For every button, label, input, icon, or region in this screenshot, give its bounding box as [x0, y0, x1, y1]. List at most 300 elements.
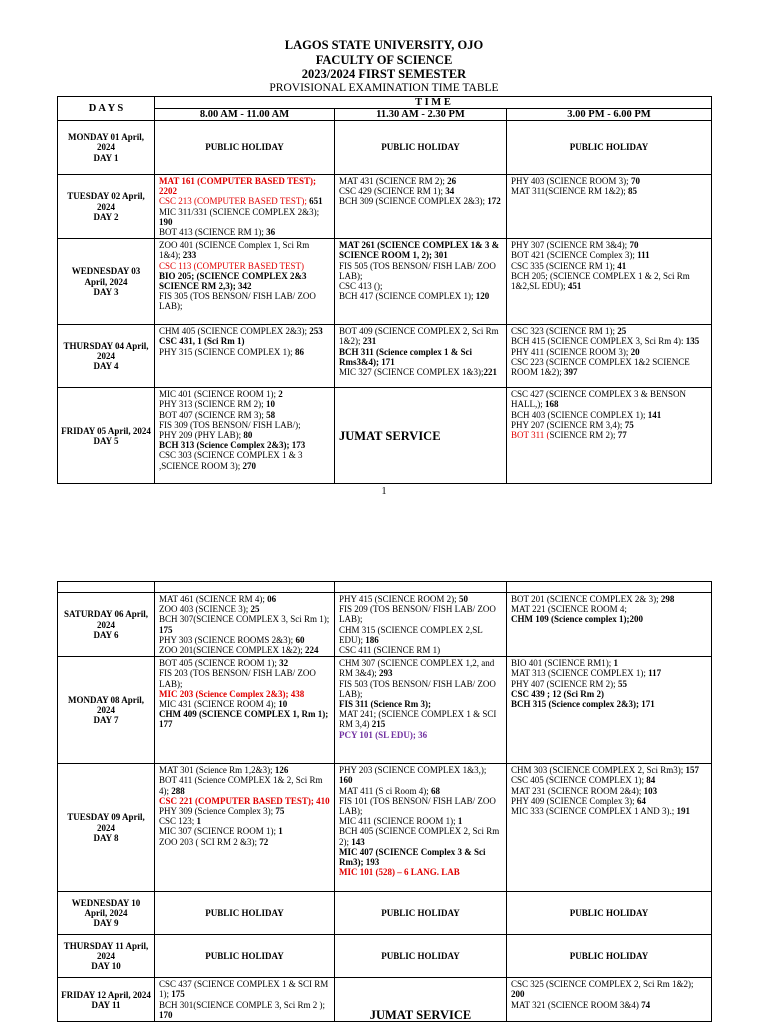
exam-course: CSC 325 (SCIENCE COMPLEX 2, Sci Rm 1&2); [511, 979, 694, 990]
exam-candidate-count: 120 [475, 291, 490, 302]
public-holiday-cell: PUBLIC HOLIDAY [507, 892, 712, 935]
exam-candidate-count: 293 [379, 668, 393, 679]
exam-course: MAT 311(SCIENCE RM 1&2); [511, 186, 629, 197]
day-label: WEDNESDAY 10 April, 2024 [71, 897, 141, 919]
exam-course: CSC 439 ; 12 (Sci Rm 2) [511, 688, 604, 699]
exam-candidate-count: 221 [483, 367, 498, 378]
exam-slot-cell [507, 593, 712, 657]
exam-entry [159, 227, 330, 237]
exam-candidate-count: 70 [629, 240, 639, 251]
exam-course: PHY 307 (SCIENCE RM 3&4); [511, 240, 630, 251]
exam-entry [159, 207, 330, 227]
exam-candidate-count: 175 [171, 989, 185, 1000]
exam-candidate-count: 301 [434, 250, 448, 261]
exam-course: MAT 231 (SCIENCE ROOM 2&4); [511, 785, 644, 796]
exam-entry [511, 347, 707, 357]
exam-entry [339, 699, 502, 709]
exam-candidate-count: 253 [309, 326, 323, 337]
exam-course: MIC 101 (528) – 6 LANG. LAB [339, 867, 460, 878]
exam-course: FIS 505 (TOS BENSON/ FISH LAB/ ZOO LAB); [339, 260, 496, 281]
exam-entry [159, 604, 330, 614]
exam-entry [511, 186, 707, 196]
exam-course: PHY 303 (SCIENCE ROOMS 2&3); [159, 634, 296, 645]
exam-entry [339, 176, 502, 186]
exam-course: CSC 429 (SCIENCE RM 1); [339, 186, 446, 197]
day-cell [58, 978, 155, 1022]
exam-entry [159, 440, 330, 450]
exam-slot-cell [335, 325, 507, 388]
jumat-service-cell: JUMAT SERVICE [335, 388, 507, 484]
blank-header-cell [507, 582, 712, 593]
exam-slot-cell [155, 175, 335, 239]
public-holiday-cell: PUBLIC HOLIDAY [155, 121, 335, 175]
exam-course: BCH 417 (SCIENCE COMPLEX 1); [339, 291, 476, 302]
exam-entry [511, 658, 707, 668]
day-label: DAY 9 [93, 918, 119, 929]
exam-slot-cell [335, 239, 507, 325]
exam-candidate-count: 36 [266, 227, 276, 238]
exam-candidate-count: 126 [274, 765, 289, 776]
exam-slot-cell [507, 978, 712, 1022]
day-cell [58, 325, 155, 388]
exam-slot-cell [507, 175, 712, 239]
exam-course: ZOO 403 (SCIENCE 3); [159, 604, 251, 615]
exam-candidate-count: 41 [617, 260, 627, 271]
exam-course: PHY 209 (PHY LAB); [159, 430, 244, 441]
exam-candidate-count: 77 [617, 430, 627, 441]
day-label: FRIDAY 12 April, 2024 [61, 989, 151, 1000]
exam-entry [339, 347, 502, 367]
exam-candidate-count: 58 [266, 409, 276, 420]
exam-course: MIC 327 (SCIENCE COMPLEX 1&3); [339, 367, 484, 378]
exam-entry [159, 837, 330, 847]
exam-course: BOT 407 (SCIENCE RM 3); [159, 409, 267, 420]
semester-label: 2023/2024 FIRST SEMESTER [301, 67, 467, 81]
exam-entry [159, 826, 330, 836]
exam-course: BIO 205; (SCIENCE COMPLEX 2&3 SCIENCE RM 2,3); [159, 270, 307, 292]
exam-course: MAT 161 (COMPUTER BASED TEST); 2202 [159, 176, 317, 197]
exam-course: ZOO 201(SCIENCE COMPLEX 1&2); [159, 645, 305, 656]
exam-course: MAT 301 (Science Rm 1,2&3); [159, 765, 275, 776]
exam-course: CHM 315 (SCIENCE COMPLEX 2,SL EDU); [339, 624, 483, 645]
exam-slot-cell [155, 764, 335, 892]
time-header: T I M E [155, 97, 712, 109]
exam-entry [511, 357, 707, 377]
exam-entry [339, 240, 502, 260]
exam-course: ZOO 203 ( SCI RM 2 &3); [159, 836, 260, 847]
exam-course: CSC 411 (SCIENCE RM 1) [339, 645, 441, 656]
day-label: DAY 2 [93, 211, 119, 222]
exam-slot-cell [335, 593, 507, 657]
exam-candidate-count: 55 [617, 678, 627, 689]
day-label: WEDNESDAY 03 April, 2024 [71, 266, 141, 287]
exam-course: CSC 437 (SCIENCE COMPLEX 1 & SCI RM 1); [159, 979, 329, 1000]
exam-course: MAT 461 (SCIENCE RM 4); [159, 594, 268, 604]
university-name: LAGOS STATE UNIVERSITY, OJO [284, 38, 484, 52]
exam-entry [511, 176, 707, 186]
exam-candidate-count: 10 [278, 699, 288, 710]
exam-entry [511, 430, 707, 440]
public-holiday-cell: PUBLIC HOLIDAY [335, 935, 507, 978]
exam-candidate-count: 231 [362, 336, 377, 347]
exam-entry [159, 430, 330, 440]
exam-entry [339, 196, 502, 206]
public-holiday-cell: PUBLIC HOLIDAY [155, 892, 335, 935]
exam-course: CSC 427 (SCIENCE COMPLEX 3 & BENSON HALL,); [511, 389, 687, 410]
day-label: MONDAY 01 April, 2024 [67, 132, 145, 153]
exam-course: MAT 431 (SCIENCE RM 2); [339, 176, 448, 186]
day-label: DAY 1 [93, 152, 119, 163]
exam-course: BOT 405 (SCIENCE ROOM 1); [159, 658, 280, 669]
exam-course: BCH 301(SCIENCE COMPLE 3, Sci Rm 2 ); [159, 999, 326, 1010]
exam-candidate-count: 135 [685, 336, 700, 347]
exam-entry [159, 635, 330, 645]
exam-course: MAT 261 (SCIENCE COMPLEX 1& 3 & SCIENCE ROOM 1, 2); [339, 240, 500, 261]
table-row [58, 593, 712, 657]
blank-header-cell [58, 582, 155, 593]
exam-candidate-count: 06 [267, 594, 277, 604]
exam-candidate-count: 1 [457, 816, 463, 827]
table-row [58, 388, 712, 484]
exam-entry [159, 668, 330, 688]
exam-candidate-count: 111 [637, 250, 650, 261]
day-label: DAY 7 [93, 715, 119, 726]
exam-course: FIS 311 (Science Rm 3); [339, 699, 431, 710]
exam-candidate-count: 143 [351, 836, 365, 847]
exam-candidate-count: 85 [628, 186, 638, 197]
exam-course: BCH 311 (Science complex 1 & Sci Rms3&4); 171 [339, 346, 472, 367]
exam-course: CHM 307 (SCIENCE COMPLEX 1,2, and RM 3&4); [339, 658, 495, 679]
table-row [58, 764, 712, 892]
day-label: DAY 8 [93, 832, 119, 843]
table-row [58, 175, 712, 239]
slot-header-midday: 11.30 AM - 2.30 PM [335, 109, 507, 121]
jumat-service-cell: JUMAT SERVICE [335, 978, 507, 1022]
exam-entry [339, 709, 502, 729]
exam-course: PHY 309 (Science Complex 3); [159, 806, 276, 817]
exam-course: PHY 409 (SCIENCE Complex 3); [511, 795, 637, 806]
exam-slot-cell [507, 239, 712, 325]
day-cell [58, 657, 155, 764]
exam-entry [159, 765, 330, 775]
exam-course: PHY 407 (SCIENCE RM 2); [511, 678, 618, 689]
exam-course: PHY 313 (SCIENCE RM 2); [159, 399, 266, 410]
exam-entry [511, 250, 707, 260]
exam-candidate-count: 141 [647, 409, 662, 420]
exam-course: BOT 413 (SCIENCE RM 1); [159, 227, 267, 238]
day-cell [58, 593, 155, 657]
exam-candidate-count: 20 [630, 346, 640, 357]
exam-entry [339, 594, 502, 604]
exam-entry [159, 1000, 330, 1020]
day-label: DAY 6 [93, 629, 119, 640]
day-label: DAY 3 [93, 286, 119, 297]
exam-entry [159, 399, 330, 409]
exam-entry [511, 979, 707, 999]
exam-candidate-count: 75 [275, 806, 285, 817]
timetable-subtitle: PROVISIONAL EXAMINATION TIME TABLE [269, 81, 499, 94]
day-cell [58, 935, 155, 978]
exam-course: MIC 411 (SCIENCE ROOM 1); [339, 816, 458, 827]
exam-entry [339, 261, 502, 281]
exam-candidate-count: 50 [458, 594, 468, 604]
exam-entry [339, 625, 502, 645]
exam-course: MIC 401 (SCIENCE ROOM 1); [159, 389, 279, 400]
exam-course: PHY 315 (SCIENCE COMPLEX 1); [159, 346, 295, 357]
exam-entry [159, 594, 330, 604]
exam-entry [159, 240, 330, 260]
exam-slot-cell [335, 657, 507, 764]
day-cell [58, 892, 155, 935]
exam-entry [339, 786, 502, 796]
table-row [58, 978, 712, 1022]
exam-candidate-count: 397 [564, 367, 578, 378]
exam-entry [511, 786, 707, 796]
exam-entry [159, 347, 330, 357]
slot-header-morning: 8.00 AM - 11.00 AM [155, 109, 335, 121]
exam-entry [339, 796, 502, 816]
exam-candidate-count: 215 [371, 719, 386, 730]
exam-entry [511, 796, 707, 806]
exam-entry [159, 450, 330, 470]
exam-candidate-count: 1 [278, 826, 283, 837]
exam-course: CSC 223 (SCIENCE COMPLEX 1&2 SCIENCE ROOM 1&2); [511, 356, 690, 378]
exam-course: PHY 411 (SCIENCE ROOM 3); [511, 346, 631, 357]
exam-entry [159, 196, 330, 206]
exam-entry [159, 806, 330, 816]
exam-candidate-count: 25 [250, 604, 260, 615]
exam-course: CSC 405 (SCIENCE COMPLEX 1); [511, 775, 647, 786]
exam-entry [339, 604, 502, 624]
exam-entry [339, 765, 502, 785]
exam-candidate-count: 72 [259, 836, 269, 847]
exam-entry [339, 730, 502, 740]
exam-candidate-count: 32 [279, 658, 289, 669]
exam-course: PHY 207 (SCIENCE RM 3,4); [511, 419, 625, 430]
exam-entry [159, 420, 330, 430]
day-label: SATURDAY 06 April, 2024 [64, 609, 148, 630]
exam-course: MIC 333 (SCIENCE COMPLEX 1 AND 3).; [511, 806, 677, 817]
exam-course: FIS 309 (TOS BENSON/ FISH LAB/); [159, 419, 301, 430]
exam-entry [339, 186, 502, 196]
exam-entry [159, 271, 330, 291]
exam-candidate-count: 68 [431, 785, 441, 796]
exam-entry [511, 1000, 707, 1010]
exam-entry [511, 240, 707, 250]
faculty-name: FACULTY OF SCIENCE [315, 52, 453, 67]
exam-course: MAT 411 (S ci Room 4); [339, 785, 432, 796]
public-holiday-cell: PUBLIC HOLIDAY [507, 935, 712, 978]
exam-course: CHM 303 (SCIENCE COMPLEX 2, Sci Rm3); [511, 765, 686, 776]
exam-candidate-count: 75 [624, 419, 634, 430]
public-holiday-cell: PUBLIC HOLIDAY [335, 892, 507, 935]
exam-course: BOT 311 ( [511, 430, 550, 441]
exam-course: MIC 307 (SCIENCE ROOM 1); [159, 826, 279, 837]
exam-entry [339, 679, 502, 699]
exam-entry [511, 679, 707, 689]
day-label: DAY 10 [91, 961, 121, 972]
exam-slot-cell [155, 388, 335, 484]
exam-course: CSC 113 (COMPUTER BASED TEST) [159, 260, 305, 271]
exam-slot-cell [155, 978, 335, 1022]
day-cell [58, 388, 155, 484]
exam-course: PHY 415 (SCIENCE ROOM 2); [339, 594, 459, 604]
exam-candidate-count: 342 [238, 281, 252, 292]
exam-course: CSC 323 (SCIENCE RM 1); [511, 326, 618, 337]
exam-candidate-count: 103 [643, 785, 658, 796]
exam-course: BCH 415 (SCIENCE COMPLEX 3, Sci Rm 4): [511, 336, 686, 347]
exam-candidate-count: 168 [545, 399, 559, 410]
exam-entry [159, 816, 330, 826]
exam-entry [159, 796, 330, 806]
exam-entry [339, 291, 502, 301]
exam-course: BCH 403 (SCIENCE COMPLEX 1); [511, 409, 648, 420]
exam-course: CSC 431, 1 (Sci Rm 1) [159, 336, 245, 347]
exam-candidate-count: 86 [294, 346, 304, 357]
exam-course: CSC 335 (SCIENCE RM 1); [511, 260, 618, 271]
exam-entry [511, 604, 707, 614]
public-holiday-cell: PUBLIC HOLIDAY [507, 121, 712, 175]
exam-slot-cell [155, 593, 335, 657]
exam-course: BOT 201 (SCIENCE COMPLEX 2& 3); [511, 594, 661, 604]
exam-entry [511, 271, 707, 291]
exam-course: CSC 413 (); [339, 281, 383, 292]
exam-slot-cell [155, 325, 335, 388]
exam-slot-cell [507, 764, 712, 892]
exam-candidate-count: 25 [617, 326, 627, 337]
exam-course: CHM 405 (SCIENCE COMPLEX 2&3); [159, 326, 310, 337]
public-holiday-cell: PUBLIC HOLIDAY [335, 121, 507, 175]
exam-candidate-count: 64 [636, 795, 646, 806]
exam-course: BOT 411 (Science COMPLEX 1& 2, Sci Rm 4); [159, 775, 323, 796]
exam-entry [511, 689, 707, 699]
exam-entry [339, 826, 502, 846]
table-row [58, 325, 712, 388]
exam-candidate-count: 451 [567, 281, 582, 292]
exam-course: BOT 409 (SCIENCE COMPLEX 2, Sci Rm 1&2); [339, 326, 499, 347]
exam-candidate-count: 157 [685, 765, 700, 776]
exam-course: BCH 205; (SCIENCE COMPLEX 1 & 2, Sci Rm 1&2,SL EDU); [511, 270, 690, 292]
exam-course: FIS 203 (TOS BENSON/ FISH LAB/ ZOO LAB); [159, 668, 316, 689]
exam-course: MIC 407 (SCIENCE Complex 3 & Sci Rm3); 193 [339, 846, 486, 868]
exam-candidate-count: 1 [613, 658, 619, 669]
exam-slot-cell [507, 388, 712, 484]
exam-slot-cell [155, 657, 335, 764]
exam-entry [339, 326, 502, 346]
exam-course: FIS 503 (TOS BENSON/ FISH LAB/ ZOO LAB); [339, 678, 496, 699]
exam-course: CHM 109 (Science complex 1);200 [511, 614, 643, 625]
day-label: THURSDAY 04 April, 2024 [63, 340, 149, 362]
exam-candidate-count: 270 [242, 460, 257, 471]
exam-entry [159, 326, 330, 336]
blank-header-cell [155, 582, 335, 593]
exam-course: MIC 311/331 (SCIENCE COMPLEX 2&3); [159, 206, 320, 217]
exam-candidate-count: 10 [265, 399, 275, 410]
exam-entry [159, 410, 330, 420]
exam-entry [511, 336, 707, 346]
day-label: TUESDAY 09 April, 2024 [67, 812, 145, 833]
exam-entry [339, 867, 502, 877]
exam-entry [339, 658, 502, 678]
exam-entry [511, 594, 707, 604]
exam-course: CSC 303 (SCIENCE COMPLEX 1 & 3 ,SCIENCE ROOM 3); [159, 450, 303, 471]
exam-course: BCH 405 (SCIENCE COMPLEX 2, Sci Rm 2); [339, 826, 500, 847]
exam-course: BCH 307(SCIENCE COMPLEX 3, Sci Rm 1); [159, 614, 330, 625]
exam-entry [511, 775, 707, 785]
exam-entry [159, 645, 330, 655]
exam-course: FIS 209 (TOS BENSON/ FISH LAB/ ZOO LAB); [339, 604, 496, 625]
exam-entry [511, 668, 707, 678]
exam-entry [159, 336, 330, 346]
exam-course: BCH 315 (Science complex 2&3); 171 [511, 699, 655, 710]
exam-venue: SCIENCE RM 2); [549, 430, 618, 441]
table-row [58, 121, 712, 175]
days-header: D A Y S [58, 97, 155, 121]
exam-candidate-count: 2 [278, 389, 283, 400]
day-label: DAY 11 [91, 999, 121, 1010]
day-label: TUESDAY 02 April, 2024 [67, 191, 145, 212]
exam-entry [159, 775, 330, 795]
exam-entry [511, 699, 707, 709]
exam-course: MIC 203 (Science Complex 2&3); 438 [159, 688, 305, 699]
blank-header-cell [335, 582, 507, 593]
day-cell [58, 764, 155, 892]
exam-slot-cell [507, 325, 712, 388]
exam-candidate-count: 26 [447, 176, 457, 186]
exam-candidate-count: 288 [171, 785, 185, 796]
document-header [0, 38, 768, 95]
exam-entry [511, 806, 707, 816]
exam-candidate-count: 298 [660, 594, 675, 604]
exam-candidate-count: 80 [243, 430, 253, 441]
exam-candidate-count: 200 [511, 989, 525, 1000]
exam-entry [511, 261, 707, 271]
exam-slot-cell [507, 657, 712, 764]
exam-candidate-count: 117 [648, 668, 662, 679]
exam-entry [511, 410, 707, 420]
exam-entry [159, 979, 330, 999]
exam-course: CHM 409 (SCIENCE COMPLEX 1, Rm 1); 177 [159, 709, 329, 730]
exam-entry [511, 389, 707, 409]
day-label: DAY 4 [93, 361, 119, 372]
day-cell [58, 121, 155, 175]
exam-candidate-count: 60 [295, 634, 305, 645]
exam-course: CSC 123; [159, 816, 197, 827]
exam-course: PHY 403 (SCIENCE ROOM 3); [511, 176, 631, 186]
exam-candidate-count: 84 [646, 775, 656, 786]
exam-course: MAT 241; (SCIENCE COMPLEX 1 & SCI RM 3,4) [339, 709, 497, 730]
exam-course: BCH 313 (Science Complex 2&3); 173 [159, 440, 306, 451]
exam-candidate-count: 233 [182, 250, 197, 261]
exam-slot-cell [335, 175, 507, 239]
exam-candidate-count: 191 [676, 806, 691, 817]
exam-course: PHY 203 (SCIENCE COMPLEX 1&3,); [339, 765, 487, 776]
exam-entry [159, 261, 330, 271]
exam-entry [159, 689, 330, 699]
exam-candidate-count: 172 [487, 196, 501, 207]
table-row [58, 892, 712, 935]
exam-candidate-count: 34 [445, 186, 455, 197]
exam-candidate-count: 70 [630, 176, 640, 186]
public-holiday-cell: PUBLIC HOLIDAY [155, 935, 335, 978]
exam-course: BCH 309 (SCIENCE COMPLEX 2&3); [339, 196, 488, 207]
table-row [58, 935, 712, 978]
exam-slot-cell [335, 764, 507, 892]
day-label: DAY 5 [93, 435, 119, 446]
exam-entry [159, 614, 330, 634]
exam-entry [159, 176, 330, 196]
exam-candidate-count: 1 [196, 816, 202, 827]
